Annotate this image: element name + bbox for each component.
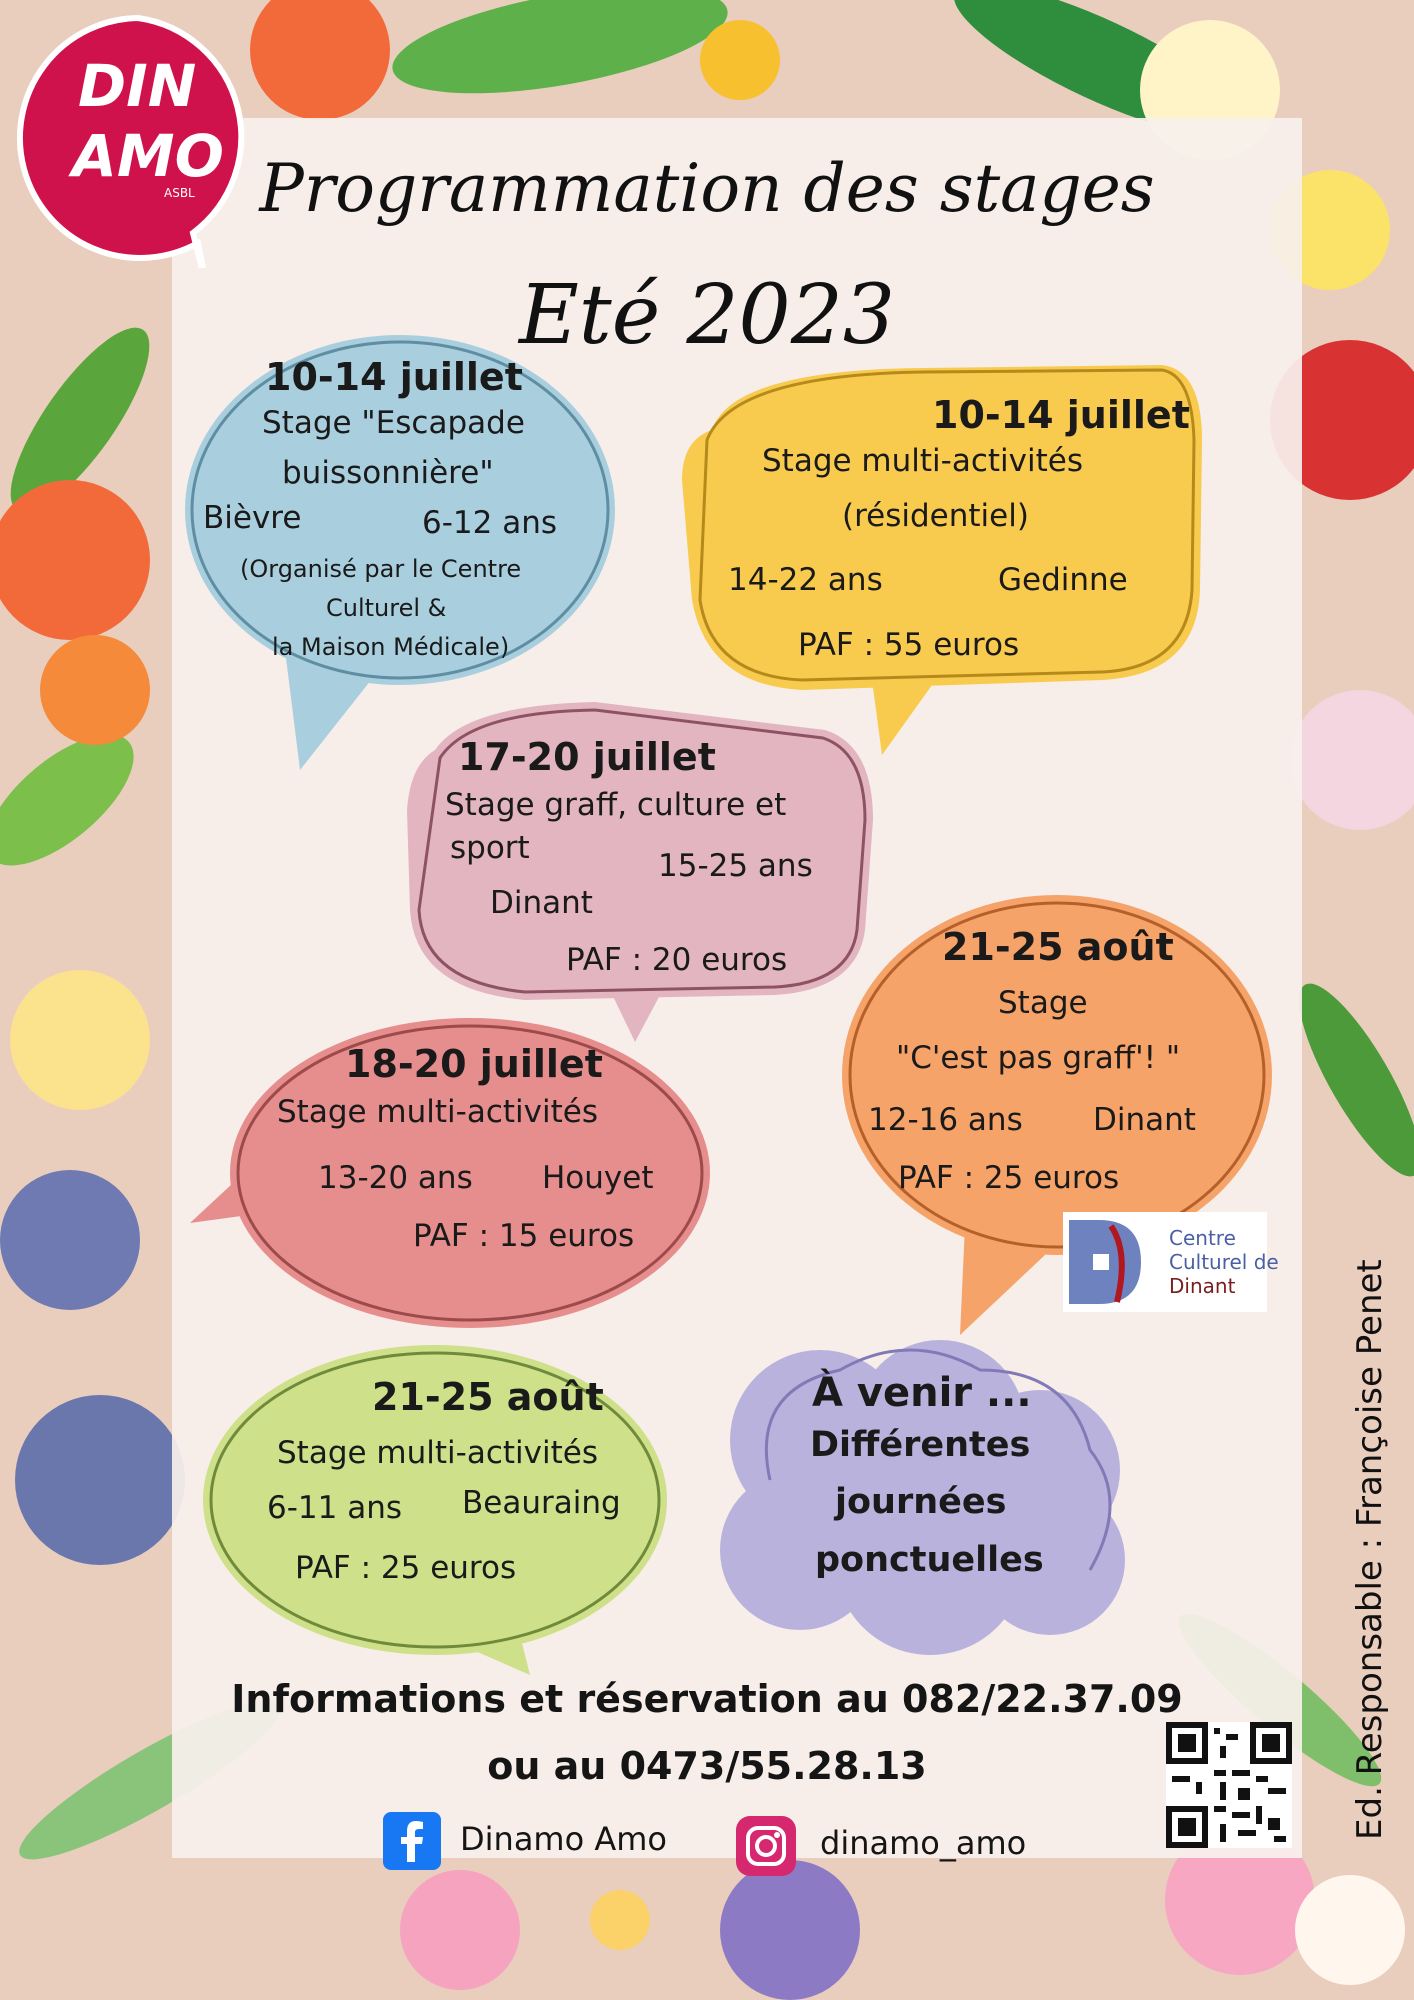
b1-note2: Culturel & bbox=[326, 594, 447, 622]
instagram-icon bbox=[736, 1816, 796, 1876]
editor-responsible: Ed. Responsable : Françoise Penet bbox=[1350, 1259, 1390, 1840]
facebook-icon bbox=[383, 1812, 441, 1870]
logo-sub: ASBL bbox=[164, 186, 195, 200]
page-title: Programmation des stages bbox=[259, 150, 1155, 227]
b2-place: Gedinne bbox=[998, 562, 1128, 598]
centre-culturel-logo bbox=[1063, 1212, 1279, 1312]
b2-line1: Stage multi-activités bbox=[762, 443, 1083, 479]
info-line1: Informations et réservation au 082/22.37.09 bbox=[231, 1677, 1183, 1721]
b2-price: PAF : 55 euros bbox=[798, 627, 1020, 663]
ccd-line2: Culturel de bbox=[1169, 1250, 1279, 1274]
b3-age: 15-25 ans bbox=[658, 848, 813, 884]
b5-line1: Stage multi-activités bbox=[277, 1094, 598, 1130]
qr-code[interactable] bbox=[1166, 1722, 1292, 1848]
b2-age: 14-22 ans bbox=[728, 562, 883, 598]
b5-place: Houyet bbox=[542, 1160, 654, 1196]
logo-line1: DIN bbox=[78, 52, 197, 120]
b4-place: Dinant bbox=[1093, 1102, 1196, 1138]
b4-price: PAF : 25 euros bbox=[898, 1160, 1120, 1196]
b3-line2: sport bbox=[450, 830, 530, 866]
page-subtitle: Eté 2023 bbox=[518, 268, 896, 363]
b1-note3: la Maison Médicale) bbox=[272, 633, 510, 661]
b5-price: PAF : 15 euros bbox=[413, 1218, 635, 1254]
b6-price: PAF : 25 euros bbox=[295, 1550, 517, 1586]
instagram-handle[interactable]: dinamo_amo bbox=[820, 1824, 1027, 1862]
b4-line2: "C'est pas graff'! " bbox=[896, 1040, 1181, 1076]
b6-line1: Stage multi-activités bbox=[277, 1435, 598, 1471]
b7-title: À venir ... bbox=[812, 1370, 1032, 1416]
b2-date: 10-14 juillet bbox=[932, 393, 1190, 437]
facebook-handle[interactable]: Dinamo Amo bbox=[460, 1820, 667, 1858]
ccd-line3: Dinant bbox=[1169, 1274, 1236, 1298]
b1-line2: buissonnière" bbox=[282, 455, 494, 491]
ccd-d-icon bbox=[1063, 1212, 1143, 1312]
b6-age: 6-11 ans bbox=[267, 1490, 403, 1526]
b5-age: 13-20 ans bbox=[318, 1160, 473, 1196]
b3-date: 17-20 juillet bbox=[458, 735, 716, 779]
b1-place: Bièvre bbox=[203, 500, 302, 536]
b7-line1: Différentes bbox=[810, 1425, 1031, 1465]
b1-line1: Stage "Escapade bbox=[262, 405, 525, 441]
b3-price: PAF : 20 euros bbox=[566, 942, 788, 978]
b4-date: 21-25 août bbox=[942, 925, 1174, 969]
b5-date: 18-20 juillet bbox=[345, 1042, 603, 1086]
b2-line2: (résidentiel) bbox=[842, 498, 1029, 534]
b6-place: Beauraing bbox=[462, 1485, 621, 1521]
b3-place: Dinant bbox=[490, 885, 593, 921]
b6-date: 21-25 août bbox=[372, 1375, 604, 1419]
b4-age: 12-16 ans bbox=[868, 1102, 1023, 1138]
b1-age: 6-12 ans bbox=[422, 505, 558, 541]
b7-line3: ponctuelles bbox=[815, 1540, 1044, 1580]
info-line2: ou au 0473/55.28.13 bbox=[487, 1744, 927, 1788]
b1-date: 10-14 juillet bbox=[265, 355, 523, 399]
b3-line1: Stage graff, culture et bbox=[445, 787, 787, 823]
b7-line2: journées bbox=[835, 1482, 1007, 1522]
b4-line1: Stage bbox=[998, 985, 1088, 1021]
logo-line2: AMO bbox=[72, 122, 224, 190]
b1-note1: (Organisé par le Centre bbox=[240, 555, 522, 583]
ccd-line1: Centre bbox=[1169, 1226, 1236, 1250]
